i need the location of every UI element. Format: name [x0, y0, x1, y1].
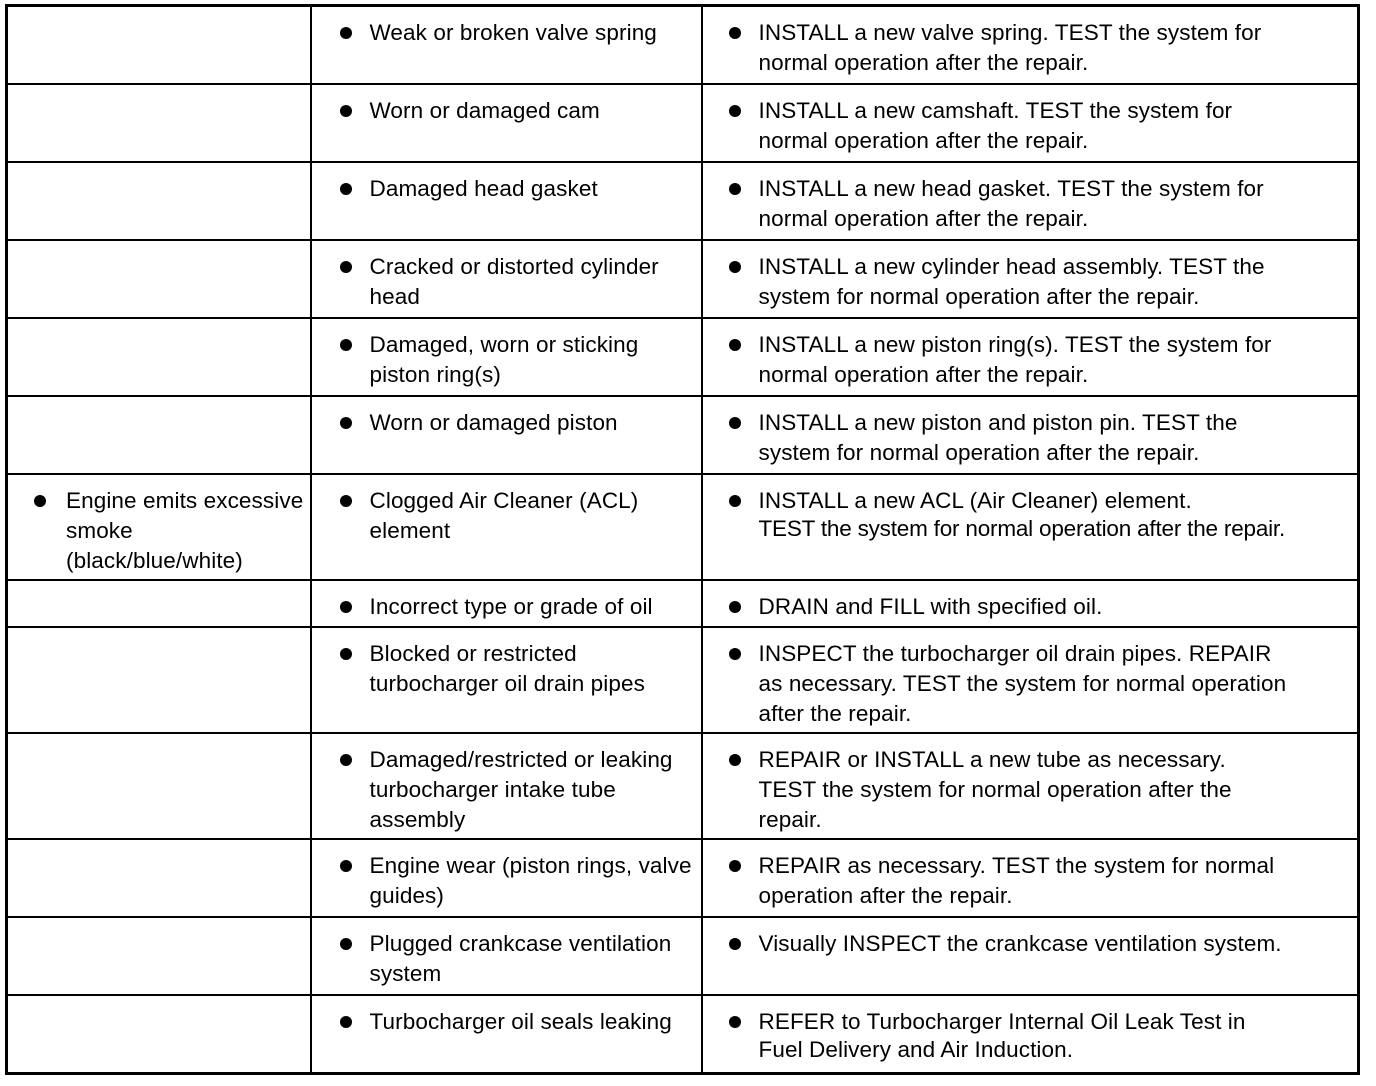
action-cell	[702, 839, 1359, 917]
condition-cell	[7, 839, 311, 917]
action-text-line: INSTALL a new head gasket. TEST the system for	[758, 176, 1264, 201]
bullet-icon	[729, 339, 741, 351]
action-text-line: INSTALL a new piston and piston pin. TEST the	[758, 410, 1238, 435]
condition-cell	[7, 84, 311, 162]
cause-text: Worn or damaged cam	[369, 98, 600, 123]
condition-cell	[7, 917, 311, 995]
cause-cell	[311, 627, 702, 733]
action-text-line: normal operation after the repair.	[758, 128, 1089, 153]
action-cell	[702, 6, 1359, 85]
action-cell	[702, 318, 1359, 396]
table-row	[7, 580, 1359, 627]
cause-text: Worn or damaged piston	[369, 410, 618, 435]
cause-text: Damaged head gasket	[369, 176, 598, 201]
action-text-line: TEST the system for normal operation after the repair.	[758, 516, 1286, 541]
condition-cell	[7, 733, 311, 839]
cause-text: Cracked or distorted cylinder head	[369, 254, 659, 309]
action-text-line: INSTALL a new valve spring. TEST the system for	[758, 20, 1262, 45]
cause-cell	[311, 240, 702, 318]
cause-cell	[311, 6, 702, 85]
cause-text: Weak or broken valve spring	[369, 20, 657, 45]
action-text-line: Fuel Delivery and Air Induction.	[758, 1037, 1074, 1062]
action-text-line: normal operation after the repair.	[758, 206, 1089, 231]
cause-cell	[311, 995, 702, 1074]
action-cell	[702, 474, 1359, 580]
cause-text: Plugged crankcase ventilation system	[369, 931, 672, 986]
cause-cell	[311, 580, 702, 627]
bullet-icon	[340, 754, 352, 766]
cause-text: Engine wear (piston rings, valve guides)	[369, 853, 692, 908]
bullet-icon	[340, 105, 352, 117]
condition-cell	[7, 580, 311, 627]
action-text-line: system for normal operation after the repair.	[758, 284, 1200, 309]
cause-text: Blocked or restricted turbocharger oil drain pipes	[369, 641, 645, 696]
cause-text: Damaged/restricted or leaking turbocharger intake tube assembly	[369, 747, 673, 832]
action-cell	[702, 995, 1359, 1074]
table-row	[7, 84, 1359, 162]
table-row	[7, 839, 1359, 917]
bullet-icon	[729, 648, 741, 660]
table-row	[7, 995, 1359, 1074]
action-text-line: DRAIN and FILL with specified oil.	[758, 594, 1103, 619]
action-text-line: TEST the system for normal operation after the	[758, 777, 1232, 802]
bullet-icon	[340, 1016, 352, 1028]
bullet-icon	[340, 648, 352, 660]
action-text-line: INSTALL a new piston ring(s). TEST the system for	[758, 332, 1272, 357]
cause-text: Clogged Air Cleaner (ACL) element	[369, 488, 639, 543]
action-text-line: as necessary. TEST the system for normal operation	[758, 671, 1287, 696]
bullet-icon	[340, 601, 352, 613]
bullet-icon	[340, 261, 352, 273]
bullet-icon	[729, 938, 741, 950]
cause-cell	[311, 839, 702, 917]
action-cell	[702, 84, 1359, 162]
bullet-icon	[340, 417, 352, 429]
bullet-icon	[729, 754, 741, 766]
action-cell	[702, 733, 1359, 839]
action-cell	[702, 627, 1359, 733]
table-row	[7, 318, 1359, 396]
bullet-icon	[729, 27, 741, 39]
condition-cell	[7, 396, 311, 474]
table-row	[7, 396, 1359, 474]
action-text-line: normal operation after the repair.	[758, 362, 1089, 387]
action-text-line: Visually INSPECT the crankcase ventilation system.	[758, 931, 1282, 956]
bullet-icon	[340, 860, 352, 872]
action-text-line: INSTALL a new cylinder head assembly. TEST the	[758, 254, 1265, 279]
diagnosis-table	[5, 4, 1360, 1075]
action-text-line: operation after the repair.	[758, 883, 1013, 908]
action-text-line: after the repair.	[758, 701, 912, 726]
cause-cell	[311, 84, 702, 162]
cause-text: Incorrect type or grade of oil	[369, 594, 653, 619]
condition-cell	[7, 995, 311, 1074]
table-row	[7, 162, 1359, 240]
condition-cell	[7, 240, 311, 318]
table-row	[7, 917, 1359, 995]
bullet-icon	[729, 495, 741, 507]
condition-cell	[7, 162, 311, 240]
table-row	[7, 474, 1359, 580]
action-text-line: REFER to Turbocharger Internal Oil Leak Test in	[758, 1009, 1246, 1034]
bullet-icon	[729, 417, 741, 429]
bullet-icon	[340, 339, 352, 351]
action-text-line: REPAIR or INSTALL a new tube as necessary.	[758, 747, 1226, 772]
action-text-line: repair.	[758, 807, 822, 832]
condition-text: Engine emits excessive smoke (black/blue/white)	[66, 488, 304, 573]
action-cell	[702, 396, 1359, 474]
table-row	[7, 240, 1359, 318]
cause-cell	[311, 474, 702, 580]
condition-cell	[7, 318, 311, 396]
action-text-line: normal operation after the repair.	[758, 50, 1089, 75]
cause-cell	[311, 733, 702, 839]
bullet-icon	[729, 183, 741, 195]
cause-text: Turbocharger oil seals leaking	[369, 1009, 672, 1034]
action-text-line: system for normal operation after the repair.	[758, 440, 1200, 465]
action-cell	[702, 162, 1359, 240]
bullet-icon	[729, 860, 741, 872]
bullet-icon	[340, 495, 352, 507]
action-text-line: REPAIR as necessary. TEST the system for normal	[758, 853, 1275, 878]
cause-cell	[311, 396, 702, 474]
bullet-icon	[340, 938, 352, 950]
bullet-icon	[729, 601, 741, 613]
cause-cell	[311, 917, 702, 995]
table-row	[7, 6, 1359, 85]
bullet-icon	[340, 183, 352, 195]
action-cell	[702, 240, 1359, 318]
bullet-icon	[729, 261, 741, 273]
bullet-icon	[729, 105, 741, 117]
cause-text: Damaged, worn or sticking piston ring(s)	[369, 332, 639, 387]
bullet-icon	[729, 1016, 741, 1028]
action-text-line: INSPECT the turbocharger oil drain pipes. REPAIR	[758, 641, 1272, 666]
action-text-line: INSTALL a new camshaft. TEST the system for	[758, 98, 1233, 123]
action-cell	[702, 580, 1359, 627]
action-text-line: INSTALL a new ACL (Air Cleaner) element.	[758, 488, 1192, 513]
condition-cell	[7, 474, 311, 580]
condition-cell	[7, 6, 311, 85]
condition-cell	[7, 627, 311, 733]
action-cell	[702, 917, 1359, 995]
table-row	[7, 733, 1359, 839]
table-row	[7, 627, 1359, 733]
bullet-icon	[340, 27, 352, 39]
cause-cell	[311, 318, 702, 396]
bullet-icon	[34, 495, 46, 507]
cause-cell	[311, 162, 702, 240]
